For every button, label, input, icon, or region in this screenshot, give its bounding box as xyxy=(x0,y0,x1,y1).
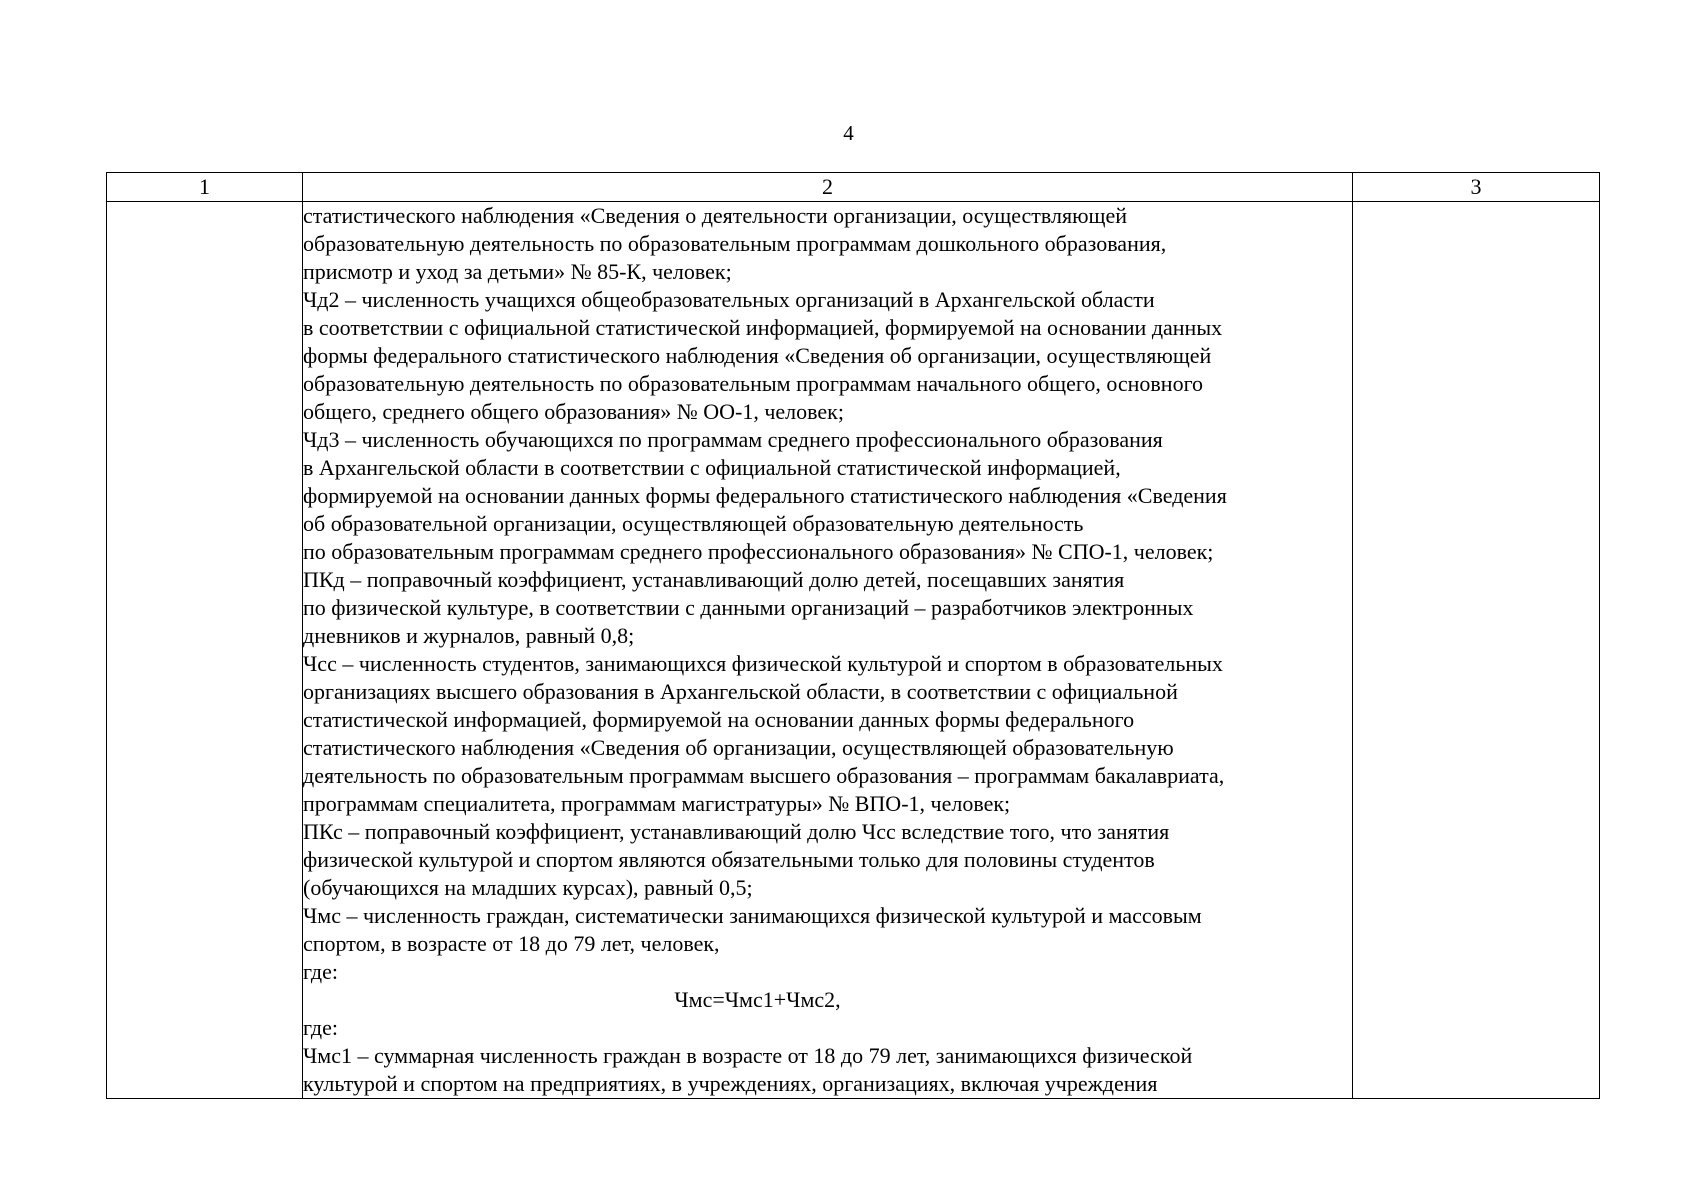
text-line: статистического наблюдения «Сведения о деятельности организации, осуществляющей xyxy=(303,203,1128,228)
column-header-2: 2 xyxy=(303,173,1353,202)
text-line: программам специалитета, программам магистратуры» № ВПО-1, человек; xyxy=(303,791,1011,816)
table-header-row xyxy=(107,173,1600,202)
text-line: формы федерального статистического наблюдения «Сведения об организации, осуществляющей xyxy=(303,343,1212,368)
page-number: 4 xyxy=(843,121,854,145)
text-line: ПКд – поправочный коэффициент, устанавливающий долю детей, посещавших занятия xyxy=(303,567,1125,592)
text-line: формируемой на основании данных формы федерального статистического наблюдения «Сведения xyxy=(303,483,1227,508)
text-line: культурой и спортом на предприятиях, в учреждениях, организациях, включая учреждения xyxy=(303,1071,1158,1096)
text-line: (обучающихся на младших курсах), равный 0,5; xyxy=(303,875,753,900)
text-line: статистического наблюдения «Сведения об организации, осуществляющей образовательную xyxy=(303,735,1174,760)
document-table xyxy=(106,172,1600,1099)
text-line: образовательную деятельность по образовательным программам дошкольного образования, xyxy=(303,231,1167,256)
definitions-text-continued xyxy=(303,1014,1352,1098)
column-1-cell xyxy=(107,202,303,1099)
column-header-1: 1 xyxy=(107,173,303,202)
text-line: где: xyxy=(303,959,338,984)
text-line: спортом, в возрасте от 18 до 79 лет, человек, xyxy=(303,931,720,956)
text-line: Чсс – численность студентов, занимающихся физической культурой и спортом в образовательных xyxy=(303,651,1223,676)
definitions-text xyxy=(303,202,1352,986)
text-line: ПКс – поправочный коэффициент, устанавливающий долю Чсс вследствие того, что занятия xyxy=(303,819,1170,844)
column-2-cell xyxy=(303,202,1353,1099)
text-line: Чмс1 – суммарная численность граждан в возрасте от 18 до 79 лет, занимающихся физической xyxy=(303,1043,1193,1068)
formula: Чмс=Чмс1+Чмс2, xyxy=(674,987,841,1012)
text-line: Чд3 – численность обучающихся по программам среднего профессионального образования xyxy=(303,427,1163,452)
text-line: деятельность по образовательным программам высшего образования – программам бакалавриата, xyxy=(303,763,1225,788)
text-line: где: xyxy=(303,1015,338,1040)
text-line: в Архангельской области в соответствии с официальной статистической информацией, xyxy=(303,455,1121,480)
text-line: организациях высшего образования в Архангельской области, в соответствии с официальной xyxy=(303,679,1178,704)
text-line: Чмс – численность граждан, систематически занимающихся физической культурой и массовым xyxy=(303,903,1202,928)
text-line: общего, среднего общего образования» № ОО-1, человек; xyxy=(303,399,844,424)
text-line: об образовательной организации, осуществляющей образовательную деятельность xyxy=(303,511,1084,536)
column-3-cell xyxy=(1353,202,1600,1099)
table-row xyxy=(107,202,1600,1099)
text-line: дневников и журналов, равный 0,8; xyxy=(303,623,635,648)
text-line: Чд2 – численность учащихся общеобразовательных организаций в Архангельской области xyxy=(303,287,1155,312)
text-line: по образовательным программам среднего профессионального образования» № СПО-1, человек; xyxy=(303,539,1214,564)
text-line: образовательную деятельность по образовательным программам начального общего, основного xyxy=(303,371,1204,396)
text-line: присмотр и уход за детьми» № 85-К, человек; xyxy=(303,259,732,284)
text-line: по физической культуре, в соответствии с данными организаций – разработчиков электронных xyxy=(303,595,1194,620)
column-header-3: 3 xyxy=(1353,173,1600,202)
text-line: в соответствии с официальной статистической информацией, формируемой на основании данных xyxy=(303,315,1223,340)
text-line: статистической информацией, формируемой на основании данных формы федерального xyxy=(303,707,1135,732)
text-line: физической культурой и спортом являются обязательными только для половины студентов xyxy=(303,847,1155,872)
